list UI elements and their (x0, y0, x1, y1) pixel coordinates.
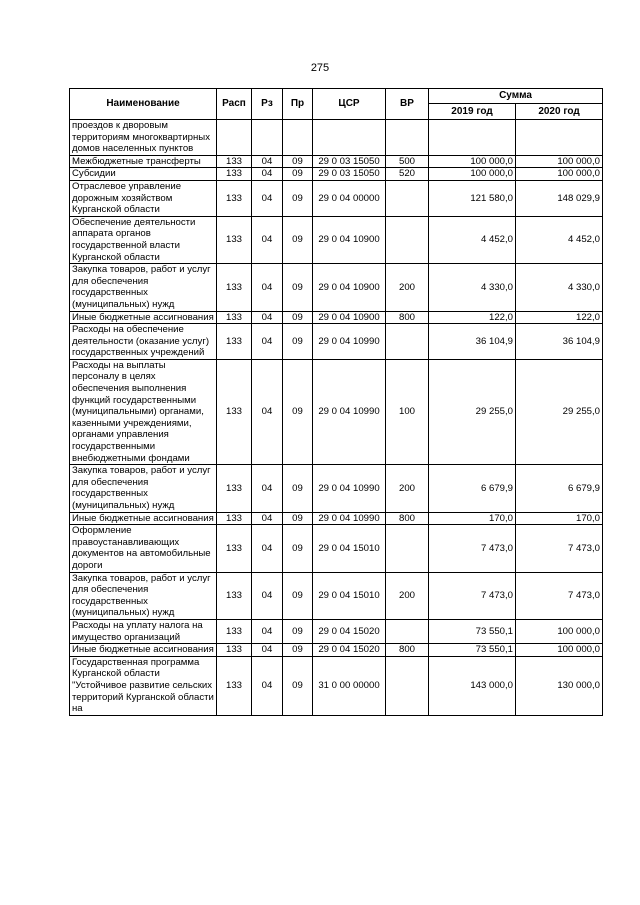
row-pr (283, 120, 313, 156)
row-csr: 29 0 03 15050 (313, 168, 386, 181)
row-name: Иные бюджетные ассигнования (70, 644, 217, 657)
row-sum-2019: 100 000,0 (429, 168, 516, 181)
row-csr: 29 0 04 10990 (313, 465, 386, 512)
row-vr: 200 (386, 264, 429, 311)
row-rz: 04 (252, 264, 283, 311)
row-csr: 29 0 04 10900 (313, 216, 386, 263)
row-rz: 04 (252, 324, 283, 360)
row-rz: 04 (252, 525, 283, 572)
row-rz: 04 (252, 619, 283, 643)
row-sum-2019: 7 473,0 (429, 572, 516, 619)
row-rz: 04 (252, 359, 283, 464)
row-vr: 800 (386, 311, 429, 324)
page-number: 275 (310, 62, 330, 74)
row-pr: 09 (283, 644, 313, 657)
row-rasp (217, 120, 252, 156)
row-sum-2020: 170,0 (516, 512, 603, 525)
row-sum-2019: 170,0 (429, 512, 516, 525)
row-vr (386, 324, 429, 360)
row-csr: 29 0 03 15050 (313, 155, 386, 168)
header-rz: Рз (252, 89, 283, 120)
row-sum-2020: 148 029,9 (516, 180, 603, 216)
row-vr (386, 216, 429, 263)
row-sum-2019: 73 550,1 (429, 619, 516, 643)
row-csr: 31 0 00 00000 (313, 656, 386, 715)
row-rasp: 133 (217, 656, 252, 715)
row-csr: 29 0 04 10990 (313, 512, 386, 525)
row-pr: 09 (283, 572, 313, 619)
row-pr: 09 (283, 525, 313, 572)
row-rz: 04 (252, 656, 283, 715)
row-vr: 200 (386, 572, 429, 619)
row-sum-2019: 121 580,0 (429, 180, 516, 216)
row-sum-2020: 122,0 (516, 311, 603, 324)
row-sum-2019: 100 000,0 (429, 155, 516, 168)
row-vr: 200 (386, 465, 429, 512)
row-rz: 04 (252, 216, 283, 263)
row-vr (386, 525, 429, 572)
row-sum-2020: 36 104,9 (516, 324, 603, 360)
row-vr (386, 120, 429, 156)
row-sum-2020: 7 473,0 (516, 525, 603, 572)
table-row (70, 216, 603, 263)
row-rasp: 133 (217, 619, 252, 643)
row-rasp: 133 (217, 572, 252, 619)
row-csr: 29 0 04 00000 (313, 180, 386, 216)
row-rasp: 133 (217, 525, 252, 572)
row-sum-2019: 29 255,0 (429, 359, 516, 464)
row-pr: 09 (283, 656, 313, 715)
row-csr: 29 0 04 10990 (313, 359, 386, 464)
row-sum-2020: 29 255,0 (516, 359, 603, 464)
row-sum-2020: 7 473,0 (516, 572, 603, 619)
row-sum-2020: 100 000,0 (516, 619, 603, 643)
row-sum-2019: 7 473,0 (429, 525, 516, 572)
table-body (70, 120, 603, 716)
row-rz: 04 (252, 180, 283, 216)
row-pr: 09 (283, 512, 313, 525)
row-name: Государственная программа Курганской области "Устойчивое развитие сельских территорий Курганской области на (70, 656, 217, 715)
row-vr: 520 (386, 168, 429, 181)
row-name: Иные бюджетные ассигнования (70, 311, 217, 324)
header-pr: Пр (283, 89, 313, 120)
header-rasp: Расп (217, 89, 252, 120)
row-rasp: 133 (217, 465, 252, 512)
row-pr: 09 (283, 324, 313, 360)
row-vr (386, 180, 429, 216)
row-csr (313, 120, 386, 156)
header-2020: 2020 год (516, 104, 603, 120)
row-sum-2020: 100 000,0 (516, 155, 603, 168)
row-name: Закупка товаров, работ и услуг для обеспечения государственных (муниципальных) нужд (70, 264, 217, 311)
row-sum-2020: 4 330,0 (516, 264, 603, 311)
row-sum-2020: 100 000,0 (516, 168, 603, 181)
row-vr: 100 (386, 359, 429, 464)
row-csr: 29 0 04 10990 (313, 324, 386, 360)
row-pr: 09 (283, 359, 313, 464)
row-sum-2019 (429, 120, 516, 156)
row-name: Межбюджетные трансферты (70, 155, 217, 168)
row-rasp: 133 (217, 324, 252, 360)
row-name: Расходы на уплату налога на имущество организаций (70, 619, 217, 643)
table-row (70, 572, 603, 619)
row-rasp: 133 (217, 216, 252, 263)
row-csr: 29 0 04 15020 (313, 619, 386, 643)
header-name: Наименование (70, 89, 217, 120)
row-csr: 29 0 04 10900 (313, 311, 386, 324)
table-row (70, 619, 603, 643)
row-rasp: 133 (217, 168, 252, 181)
row-rasp: 133 (217, 359, 252, 464)
row-pr: 09 (283, 264, 313, 311)
row-sum-2019: 4 330,0 (429, 264, 516, 311)
row-vr: 800 (386, 512, 429, 525)
header-vr: ВР (386, 89, 429, 120)
row-pr: 09 (283, 311, 313, 324)
table-row (70, 465, 603, 512)
budget-table (69, 88, 603, 716)
table-row (70, 155, 603, 168)
row-sum-2020: 4 452,0 (516, 216, 603, 263)
row-rasp: 133 (217, 180, 252, 216)
row-name: Закупка товаров, работ и услуг для обеспечения государственных (муниципальных) нужд (70, 572, 217, 619)
row-pr: 09 (283, 619, 313, 643)
row-rz (252, 120, 283, 156)
table-row (70, 311, 603, 324)
table-row (70, 644, 603, 657)
table-row (70, 324, 603, 360)
row-pr: 09 (283, 155, 313, 168)
row-name: Расходы на обеспечение деятельности (оказание услуг) государственных учреждений (70, 324, 217, 360)
row-vr: 800 (386, 644, 429, 657)
row-vr (386, 619, 429, 643)
row-name: Расходы на выплаты персоналу в целях обеспечения выполнения функций государственными (муниципальными) органами, казенными учреждениями, органами управления государственными внебюджетными фондами (70, 359, 217, 464)
header-csr: ЦСР (313, 89, 386, 120)
row-rasp: 133 (217, 264, 252, 311)
row-rasp: 133 (217, 155, 252, 168)
table-row (70, 264, 603, 311)
row-csr: 29 0 04 15010 (313, 572, 386, 619)
row-sum-2020: 100 000,0 (516, 644, 603, 657)
row-rz: 04 (252, 465, 283, 512)
row-rz: 04 (252, 311, 283, 324)
row-csr: 29 0 04 10900 (313, 264, 386, 311)
row-pr: 09 (283, 465, 313, 512)
row-rasp: 133 (217, 311, 252, 324)
row-sum-2019: 73 550,1 (429, 644, 516, 657)
table-row (70, 120, 603, 156)
row-name: проездов к дворовым территориям многоквартирных домов населенных пунктов (70, 120, 217, 156)
row-sum-2019: 6 679,9 (429, 465, 516, 512)
row-name: Иные бюджетные ассигнования (70, 512, 217, 525)
header-sum: Сумма (429, 89, 603, 104)
row-rz: 04 (252, 512, 283, 525)
row-name: Субсидии (70, 168, 217, 181)
row-rasp: 133 (217, 644, 252, 657)
table-row (70, 168, 603, 181)
row-sum-2020: 6 679,9 (516, 465, 603, 512)
row-vr: 500 (386, 155, 429, 168)
row-name: Отраслевое управление дорожным хозяйством Курганской области (70, 180, 217, 216)
row-csr: 29 0 04 15020 (313, 644, 386, 657)
header-2019: 2019 год (429, 104, 516, 120)
row-pr: 09 (283, 168, 313, 181)
row-sum-2019: 143 000,0 (429, 656, 516, 715)
row-name: Закупка товаров, работ и услуг для обеспечения государственных (муниципальных) нужд (70, 465, 217, 512)
row-sum-2020 (516, 120, 603, 156)
row-rz: 04 (252, 644, 283, 657)
row-vr (386, 656, 429, 715)
row-sum-2019: 36 104,9 (429, 324, 516, 360)
row-csr: 29 0 04 15010 (313, 525, 386, 572)
row-pr: 09 (283, 180, 313, 216)
row-name: Оформление правоустанавливающих документов на автомобильные дороги (70, 525, 217, 572)
row-rz: 04 (252, 155, 283, 168)
row-rasp: 133 (217, 512, 252, 525)
row-sum-2019: 4 452,0 (429, 216, 516, 263)
row-rz: 04 (252, 572, 283, 619)
row-rz: 04 (252, 168, 283, 181)
row-name: Обеспечение деятельности аппарата органов государственной власти Курганской области (70, 216, 217, 263)
row-pr: 09 (283, 216, 313, 263)
table-row (70, 359, 603, 464)
table-row (70, 512, 603, 525)
table-row (70, 525, 603, 572)
table-row (70, 180, 603, 216)
table-row (70, 656, 603, 715)
row-sum-2020: 130 000,0 (516, 656, 603, 715)
row-sum-2019: 122,0 (429, 311, 516, 324)
